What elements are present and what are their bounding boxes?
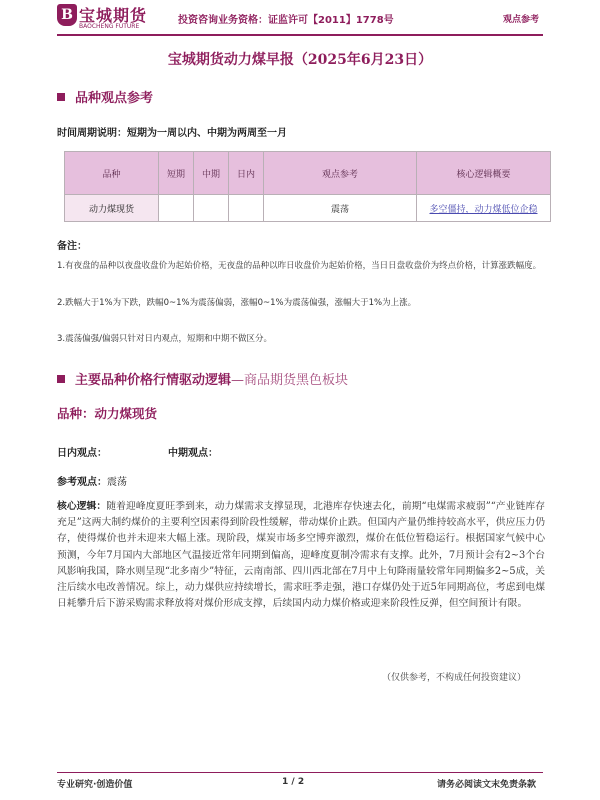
note-item: 1.有夜盘的品种以夜盘收盘价为起始价格，无夜盘的品种以昨日收盘价为起始价格，当日日盘收盘价为终点价格，计算涨跌幅度。 [57, 261, 542, 271]
section-heading-views [57, 87, 153, 106]
period-note: 时间周期说明：短期为一周以内、中期为两周至一月 [57, 128, 287, 139]
view-table [64, 151, 551, 222]
reference-view-label: 参考观点： [57, 477, 107, 488]
cell-short [159, 195, 194, 222]
col-header-short: 短期 [159, 152, 194, 195]
footer-slogan: 专业研究·创造价值 [57, 780, 133, 790]
col-header-intraday: 日内 [229, 152, 264, 195]
company-logo [57, 4, 157, 34]
page-number: 1 / 2 [282, 777, 305, 787]
logic-link[interactable]: 多空僵持，动力煤低位企稳 [429, 204, 538, 215]
cell-logic[interactable] [417, 195, 551, 222]
core-logic-text: 随着迎峰度夏旺季到来，动力煤需求支撑显现，北港库存快速去化，前期“电煤需求疲弱”“产业链库存充足”这两大制约煤价的主要利空因素得到阶段性缓解，带动煤价止跌。但国内产量仍维持较高水平，供应压力仍存，使得煤价也并未迎来大幅上涨。现阶段，煤炭市场多空博弈激烈，煤价在低位暂稳运行。根据国家气候中心预测，今年7月国内大部地区气温接近常年同期到偏高，迎峰度夏制冷需求有支撑。此外，7月预计会有2~3个台风影响我国，降水则呈现“北多南少”特征，云南南部、四川西北部在7月中上旬降雨量较常年同期偏多2~5成，关注后续水电改善情况。综上，动力煤供应持续增长，需求旺季走强，港口存煤仍处于近5年同期高位，考虑到电煤日耗攀升后下游采购需求释放将对煤价形成支撑，后续国内动力煤价格或迎来阶段性反弹，但空间预计有限。 [57, 501, 545, 610]
variety-heading: 品种：动力煤现货 [57, 406, 158, 421]
col-header-logic: 核心逻辑概要 [417, 152, 551, 195]
section-label: 主要品种价格行情驱动逻辑 [75, 373, 232, 388]
section-label: 品种观点参考 [75, 91, 154, 106]
table-row [65, 195, 551, 222]
col-header-mid: 中期 [194, 152, 229, 195]
logo-subtitle: BAOCHENG FUTURE [79, 23, 140, 30]
square-bullet-icon [57, 375, 65, 383]
section-heading-logic [57, 369, 348, 388]
square-bullet-icon [57, 93, 65, 101]
footer-disclaimer-note: 请务必阅读文末免责条款 [437, 780, 537, 790]
disclaimer: （仅供参考，不构成任何投资建议） [382, 673, 527, 683]
logo-mark: B [57, 4, 77, 26]
section-suffix: —商品期货黑色板块 [231, 373, 349, 388]
core-logic-label: 核心逻辑： [57, 501, 107, 512]
reference-view [57, 473, 127, 488]
note-item: 2.跌幅大于1%为下跌，跌幅0~1%为震荡偏弱，涨幅0~1%为震荡偏强，涨幅大于1%为上涨。 [57, 298, 417, 308]
logo-name: 宝城期货 [79, 6, 148, 25]
col-header-variety: 品种 [65, 152, 159, 195]
cell-intraday [229, 195, 264, 222]
reference-view-value: 震荡 [107, 477, 127, 488]
notes-heading: 备注： [57, 241, 87, 252]
intraday-view-label: 日内观点： [57, 448, 107, 459]
core-logic-paragraph [57, 499, 545, 612]
table-header-row [65, 152, 551, 195]
footer-divider [57, 772, 543, 773]
qualification-text: 投资咨询业务资格：证监许可【2011】1778号 [178, 15, 394, 26]
cell-mid [194, 195, 229, 222]
note-item: 3.震荡偏强/偏弱只针对日内观点，短期和中期不做区分。 [57, 334, 272, 344]
report-title: 宝城期货动力煤早报（2025年6月23日） [167, 52, 433, 68]
cell-variety: 动力煤现货 [65, 195, 159, 222]
col-header-view: 观点参考 [264, 152, 417, 195]
header-divider [57, 34, 543, 36]
cell-view: 震荡 [264, 195, 417, 222]
midterm-view-label: 中期观点： [168, 448, 218, 459]
header-tag: 观点参考 [503, 15, 540, 25]
page-header [0, 0, 600, 36]
